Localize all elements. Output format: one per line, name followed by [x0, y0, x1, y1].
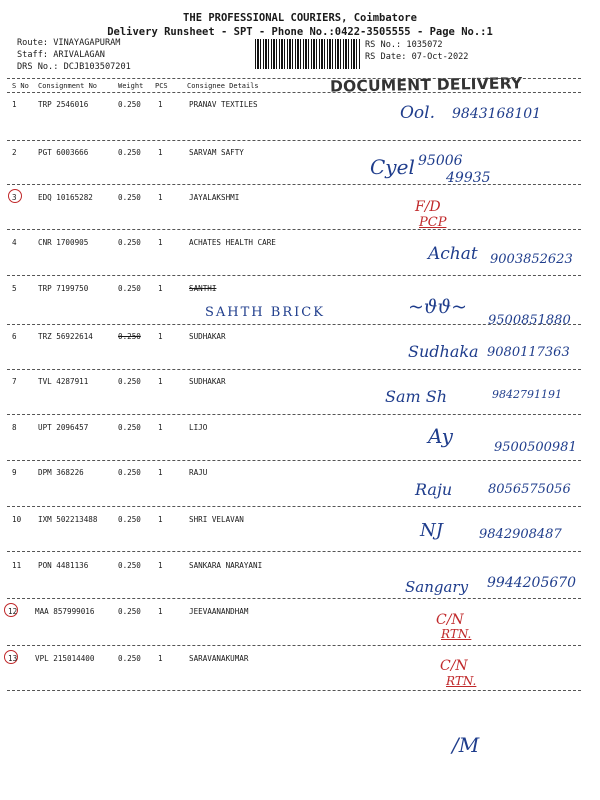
handwritten-phone: 49935: [446, 170, 491, 186]
row-pcs: 1: [158, 654, 163, 663]
handwritten-phone: 9843168101: [452, 106, 542, 122]
row-divider: [7, 184, 581, 185]
row-consignment: UPT 2096457: [38, 423, 89, 432]
row-sno: 5: [12, 284, 17, 293]
row-consignment: PGT 6003666: [38, 148, 89, 157]
row-pcs: 1: [158, 515, 163, 524]
row-sno: 6: [12, 332, 17, 341]
row-consignee: SARVAM SAFTY: [189, 148, 244, 157]
handwritten-note: PCP: [419, 215, 447, 230]
row-weight: 0.250: [118, 515, 141, 524]
handwritten-signature: Sangary: [405, 578, 469, 596]
row-consignee: SARAVANAKUMAR: [189, 654, 249, 663]
handwritten-phone: 9080117363: [487, 345, 570, 360]
staff-label: Staff: ARIVALAGAN: [17, 50, 105, 60]
row-consignment: VPL 215014400: [35, 654, 95, 663]
document-title: THE PROFESSIONAL COURIERS, Coimbatore: [183, 12, 417, 24]
row-consignment: PON 4481136: [38, 561, 89, 570]
row-pcs: 1: [158, 148, 163, 157]
handwritten-name: SAHTH BRICK: [205, 305, 325, 320]
row-consignee: JAYALAKSHMI: [189, 193, 240, 202]
row-divider: [7, 275, 581, 276]
row-consignee: ACHATES HEALTH CARE: [189, 238, 276, 247]
row-consignment: TRP 2546016: [38, 100, 89, 109]
row-weight: 0.250: [118, 193, 141, 202]
row-sno: 10: [12, 515, 22, 524]
handwritten-phone: 9842791191: [492, 388, 562, 401]
handwritten-note: F/D: [415, 199, 441, 215]
col-sno: S No: [12, 82, 29, 90]
row-weight: 0.250: [118, 284, 141, 293]
handwritten-signature: Ool.: [400, 103, 436, 123]
col-consignment: Consignment No: [38, 82, 98, 90]
row-consignee: PRANAV TEXTILES: [189, 100, 258, 109]
handwritten-note: C/N: [436, 612, 464, 628]
table-top-rule: [7, 78, 581, 79]
handwritten-note: C/N: [440, 658, 468, 674]
table-header-rule: [7, 92, 581, 93]
row-consignee: LIJO: [189, 423, 208, 432]
row-divider: [7, 414, 581, 415]
handwritten-footer-mark: /M: [452, 733, 480, 757]
barcode-image: [255, 39, 360, 69]
handwritten-phone: 9944205670: [487, 575, 577, 591]
row-weight: 0.250: [118, 238, 141, 247]
row-consignee: SANKARA NARAYANI: [189, 561, 263, 570]
row-weight: 0.250: [118, 654, 141, 663]
rs-number: RS No.: 1035072: [365, 40, 443, 50]
runsheet-subtitle: Delivery Runsheet - SPT - Phone No.:0422-3505555 - Page No.:1: [107, 26, 493, 38]
row-sno: 13: [8, 654, 18, 663]
route-label: Route: VINAYAGAPURAM: [17, 38, 121, 48]
handwritten-signature: Ay: [428, 424, 453, 448]
handwritten-note: RTN.: [441, 627, 472, 641]
handwritten-signature: Raju: [415, 480, 453, 499]
row-consignment: TVL 4287911: [38, 377, 89, 386]
row-sno: 4: [12, 238, 17, 247]
row-consignment: CNR 1700905: [38, 238, 89, 247]
row-sno: 12: [8, 607, 18, 616]
row-sno: 8: [12, 423, 17, 432]
row-consignee: SUDHAKAR: [189, 377, 226, 386]
row-pcs: 1: [158, 423, 163, 432]
handwritten-phone: 9500851880: [488, 313, 571, 328]
row-sno: 11: [12, 561, 22, 570]
handwritten-signature: Cyel: [370, 155, 415, 179]
handwritten-note: RTN.: [446, 674, 477, 688]
handwritten-signature-scribble: ~ϑϑ~: [408, 296, 468, 318]
row-divider: [7, 369, 581, 370]
handwritten-signature: Sudhaka: [408, 342, 479, 361]
row-weight: 0.250: [118, 423, 141, 432]
row-pcs: 1: [158, 607, 163, 616]
row-weight: 0.250: [118, 100, 141, 109]
handwritten-phone: 9003852623: [490, 252, 573, 267]
col-consignee: Consignee Details: [187, 82, 259, 90]
table-bottom-rule: [7, 690, 581, 691]
row-sno: 3: [12, 193, 17, 202]
handwritten-phone: 8056575056: [488, 482, 571, 497]
handwritten-signature: Achat: [428, 244, 478, 264]
row-divider: [7, 140, 581, 141]
row-pcs: 1: [158, 193, 163, 202]
row-consignment: MAA 857999016: [35, 607, 95, 616]
handwritten-phone: 95006: [418, 153, 463, 169]
row-consignee: SANTHI: [189, 284, 217, 293]
document-delivery-stamp: DOCUMENT DELIVERY: [329, 74, 523, 96]
row-sno: 7: [12, 377, 17, 386]
handwritten-phone: 9500500981: [494, 440, 577, 455]
row-consignment: IXM 502213488: [38, 515, 98, 524]
row-divider: [7, 551, 581, 552]
handwritten-signature: NJ: [420, 520, 443, 541]
row-divider: [7, 645, 581, 646]
row-consignee: RAJU: [189, 468, 208, 477]
row-weight: 0.250: [118, 148, 141, 157]
row-weight: 0.250: [118, 377, 141, 386]
row-consignment: DPM 368226: [38, 468, 84, 477]
row-pcs: 1: [158, 284, 163, 293]
row-divider: [7, 506, 581, 507]
row-consignee: JEEVAANANDHAM: [189, 607, 249, 616]
row-sno: 2: [12, 148, 17, 157]
row-weight: 0.250: [118, 468, 141, 477]
row-weight: 0.250: [118, 561, 141, 570]
col-weight: Weight: [118, 82, 144, 90]
row-pcs: 1: [158, 561, 163, 570]
row-pcs: 1: [158, 377, 163, 386]
row-weight: 0.250: [118, 332, 141, 341]
row-consignee: SHRI VELAVAN: [189, 515, 244, 524]
row-consignment: TRP 7199750: [38, 284, 89, 293]
row-divider: [7, 598, 581, 599]
row-consignment: EDQ 10165282: [38, 193, 93, 202]
row-sno: 9: [12, 468, 17, 477]
row-pcs: 1: [158, 468, 163, 477]
row-weight: 0.250: [118, 607, 141, 616]
row-pcs: 1: [158, 332, 163, 341]
row-consignee: SUDHAKAR: [189, 332, 226, 341]
row-pcs: 1: [158, 100, 163, 109]
row-pcs: 1: [158, 238, 163, 247]
row-divider: [7, 229, 581, 230]
handwritten-signature: Sam Sh: [385, 387, 448, 406]
row-consignment: TRZ 56922614: [38, 332, 93, 341]
col-pcs: PCS: [155, 82, 168, 90]
handwritten-phone: 9842908487: [479, 527, 562, 542]
drs-number: DRS No.: DCJB103507201: [17, 62, 131, 72]
row-divider: [7, 460, 581, 461]
rs-date: RS Date: 07-Oct-2022: [365, 52, 469, 62]
row-sno: 1: [12, 100, 17, 109]
